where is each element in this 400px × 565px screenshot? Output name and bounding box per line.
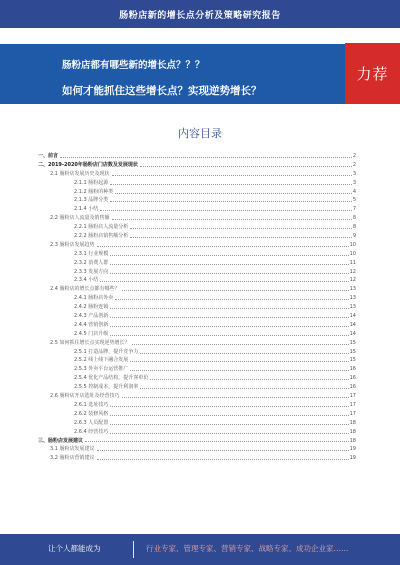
toc-leader-dots <box>115 193 352 194</box>
toc-entry-page: 13 <box>349 304 356 311</box>
toc-entry-label: 2.5.1 打造品牌，提升竞争力 <box>74 348 139 355</box>
toc-leader-dots <box>110 424 348 425</box>
toc-leader-dots <box>110 335 348 336</box>
toc-entry-label: 2.6.3 人员配置 <box>74 419 109 426</box>
toc-entry[interactable] <box>38 419 356 428</box>
toc-entry-label: 2.2 肠粉店人流量及销售额 <box>50 215 110 222</box>
toc-entry[interactable] <box>38 428 356 437</box>
toc-entry-label: 2.5.4 优化产品结构，提升客单价 <box>74 375 149 382</box>
toc-entry-page: 13 <box>349 286 356 293</box>
toc-leader-dots <box>85 441 349 442</box>
toc-entry-page: 14 <box>349 330 356 337</box>
toc-entry-label: 2.6.2 装修风格 <box>74 410 109 417</box>
toc-leader-dots <box>130 237 352 238</box>
toc-entry-page: 10 <box>349 250 356 257</box>
toc-entry[interactable] <box>38 410 356 419</box>
toc-entry[interactable] <box>38 321 356 330</box>
toc-entry-page: 14 <box>349 313 356 320</box>
toc-entry-page: 19 <box>349 455 356 462</box>
toc-entry-label: 2.1.3 品牌分类 <box>74 197 109 204</box>
toc-entry-page: 17 <box>349 393 356 400</box>
toc-entry-page: 16 <box>349 384 356 391</box>
toc-leader-dots <box>140 388 348 389</box>
toc-entry-page: 16 <box>349 366 356 373</box>
toc-entry[interactable] <box>38 161 356 170</box>
banner-question: 肠粉店都有哪些新的增长点？？？ <box>62 60 205 71</box>
report-title: 肠粉店新的增长点分析及策略研究报告 <box>119 11 281 21</box>
toc-leader-dots <box>97 459 349 460</box>
toc-entry-page: 15 <box>349 339 356 346</box>
toc-entry-label: 2.4.3 产品创新 <box>74 313 109 320</box>
toc-leader-dots <box>122 290 349 291</box>
toc-leader-dots <box>110 264 348 265</box>
toc-leader-dots <box>110 201 352 202</box>
toc-entry-page: 12 <box>349 268 356 275</box>
toc-leader-dots <box>150 379 348 380</box>
toc-entry-label: 2.3 肠粉店发展趋势 <box>50 241 95 248</box>
toc-leader-dots <box>60 157 352 158</box>
toc-leader-dots <box>112 219 352 220</box>
toc-leader-dots <box>110 255 348 256</box>
toc-entry[interactable] <box>38 205 356 214</box>
toc-entry-label: 2.4 肠粉店的增长点都有哪些？ <box>50 286 120 293</box>
toc-entry-page: 8 <box>352 215 356 222</box>
toc-leader-dots <box>130 361 348 362</box>
toc-heading: 内容目录 <box>178 127 222 140</box>
toc-leader-dots <box>132 344 349 345</box>
toc-entry-label: 一、前言 <box>38 153 59 159</box>
toc-entry[interactable] <box>38 250 356 259</box>
toc-entry[interactable] <box>38 294 356 303</box>
toc-entry-page: 18 <box>349 428 356 435</box>
toc-entry-page: 15 <box>349 357 356 364</box>
toc-entry[interactable] <box>38 392 356 401</box>
toc-entry-label: 2.6 肠粉店开店选址及经营技巧 <box>50 393 120 400</box>
toc-leader-dots <box>97 246 349 247</box>
toc-entry[interactable] <box>38 356 356 365</box>
toc-entry[interactable] <box>38 152 356 161</box>
toc-leader-dots <box>110 308 348 309</box>
toc-entry[interactable] <box>38 445 356 454</box>
toc-leader-dots <box>110 433 348 434</box>
toc-entry-page: 9 <box>352 233 356 240</box>
toc-leader-dots <box>97 450 349 451</box>
toc-entry[interactable] <box>38 179 356 188</box>
toc-entry-page: 19 <box>349 446 356 453</box>
recommend-badge: 力荐 <box>345 43 400 104</box>
toc-entry-page: 2 <box>352 161 356 168</box>
toc-entry-page: 3 <box>352 170 356 177</box>
toc-entry[interactable] <box>38 365 356 374</box>
toc-entry-page: 8 <box>352 224 356 231</box>
toc-entry[interactable] <box>38 339 356 348</box>
toc-entry-page: 18 <box>349 419 356 426</box>
toc-entry[interactable] <box>38 214 356 223</box>
toc-entry[interactable] <box>38 437 356 446</box>
toc-entry[interactable] <box>38 188 356 197</box>
toc-entry[interactable] <box>38 223 356 232</box>
toc-entry[interactable] <box>38 303 356 312</box>
toc-entry[interactable] <box>38 268 356 277</box>
toc-entry-page: 11 <box>349 259 356 266</box>
toc-entry-page: 13 <box>349 295 356 302</box>
toc-leader-dots <box>100 281 348 282</box>
toc-entry-label: 2.3.4 小结 <box>74 277 99 284</box>
toc-entry[interactable] <box>38 276 356 285</box>
toc-entry[interactable] <box>38 196 356 205</box>
toc-leader-dots <box>110 406 348 407</box>
toc-entry-label: 2.2.1 肠粉店人流量分析 <box>74 224 129 231</box>
toc-entry[interactable] <box>38 232 356 241</box>
toc-entry[interactable] <box>38 312 356 321</box>
banner-headline: 如何才能抓住这些增长点？实现逆势增长？ <box>62 85 262 97</box>
toc-leader-dots <box>110 326 348 327</box>
header-bar <box>0 0 400 28</box>
toc-entry-label: 3.1 肠粉店发展建议 <box>50 446 95 453</box>
toc-entry-page: 14 <box>349 321 356 328</box>
toc-entry-label: 三、肠粉店发展建议 <box>38 437 84 444</box>
toc-entry-page: 5 <box>352 197 356 204</box>
toc-entry-page: 4 <box>352 188 356 195</box>
toc-entry[interactable] <box>38 241 356 250</box>
toc-leader-dots <box>112 175 352 176</box>
toc-entry[interactable] <box>38 454 356 463</box>
toc-entry-label: 2.3.2 消费人群 <box>74 259 109 266</box>
toc-entry-page: 16 <box>349 375 356 382</box>
toc-leader-dots <box>140 353 348 354</box>
toc-entry-label: 2.3.3 发展方向 <box>74 268 109 275</box>
toc-entry-label: 2.1.4 小结 <box>74 206 99 213</box>
toc-entry-page: 7 <box>352 206 356 213</box>
footer-divider <box>133 541 134 558</box>
toc-entry[interactable] <box>38 401 356 410</box>
toc-leader-dots <box>100 210 352 211</box>
toc-entry-page: 15 <box>349 348 356 355</box>
toc-entry-page: 12 <box>349 277 356 284</box>
toc-entry-label: 2.5 如何抓住增长点实现逆势增长？ <box>50 339 130 346</box>
toc-entry-label: 2.1.1 肠粉起源 <box>74 179 109 186</box>
toc-entry-label: 2.4.4 营销创新 <box>74 321 109 328</box>
toc-leader-dots <box>140 166 352 167</box>
toc-leader-dots <box>130 228 352 229</box>
toc-entry[interactable] <box>38 383 356 392</box>
toc-entry[interactable] <box>38 170 356 179</box>
toc-entry-label: 2.2.2 肠粉店销售额分析 <box>74 233 129 240</box>
toc-entry[interactable] <box>38 285 356 294</box>
toc-leader-dots <box>110 273 348 274</box>
banner <box>0 44 400 104</box>
toc-entry-label: 2.1.2 肠粉的种类 <box>74 188 114 195</box>
table-of-contents <box>38 152 356 463</box>
toc-entry-label: 2.6.4 经营技巧 <box>74 428 109 435</box>
toc-entry[interactable] <box>38 374 356 383</box>
toc-entry-label: 二、2019-2020年肠粉店门店数及发展现状 <box>38 161 138 168</box>
toc-entry[interactable] <box>38 348 356 357</box>
toc-entry[interactable] <box>38 330 356 339</box>
footer-slogan: 让个人都能成为 <box>48 544 101 553</box>
toc-leader-dots <box>122 397 349 398</box>
toc-entry-page: 18 <box>349 437 356 444</box>
footer-bar <box>0 534 400 565</box>
toc-leader-dots <box>110 317 348 318</box>
toc-entry-label: 3.2 肠粉店营销建议 <box>50 455 95 462</box>
toc-leader-dots <box>110 415 348 416</box>
toc-entry-label: 2.6.1 选址技巧 <box>74 401 109 408</box>
toc-leader-dots <box>110 184 352 185</box>
toc-entry-label: 2.4.5 门店升级 <box>74 330 109 337</box>
toc-leader-dots <box>115 299 348 300</box>
footer-roles: 行业专家、管理专家、营销专家、战略专家、成功企业家…… <box>146 544 349 553</box>
toc-entry-page: 10 <box>349 241 356 248</box>
toc-entry-label: 2.3.1 行业规模 <box>74 250 109 257</box>
toc-entry-label: 2.1 肠粉店发展历史及现状 <box>50 170 110 177</box>
toc-entry-page: 3 <box>352 179 356 186</box>
toc-entry-label: 2.4.2 肠粉连锁 <box>74 304 109 311</box>
toc-entry-page: 17 <box>349 410 356 417</box>
toc-leader-dots <box>130 370 348 371</box>
toc-entry-page: 2 <box>352 153 356 159</box>
toc-entry-label: 2.5.3 外卖平台运营推广 <box>74 366 129 373</box>
toc-entry-label: 2.5.5 控制成本，提升利润率 <box>74 384 139 391</box>
toc-entry[interactable] <box>38 259 356 268</box>
toc-entry-label: 2.4.1 肠粉店外卖 <box>74 295 114 302</box>
toc-entry-label: 2.5.2 线上线下融合发展 <box>74 357 129 364</box>
toc-entry-page: 17 <box>349 401 356 408</box>
